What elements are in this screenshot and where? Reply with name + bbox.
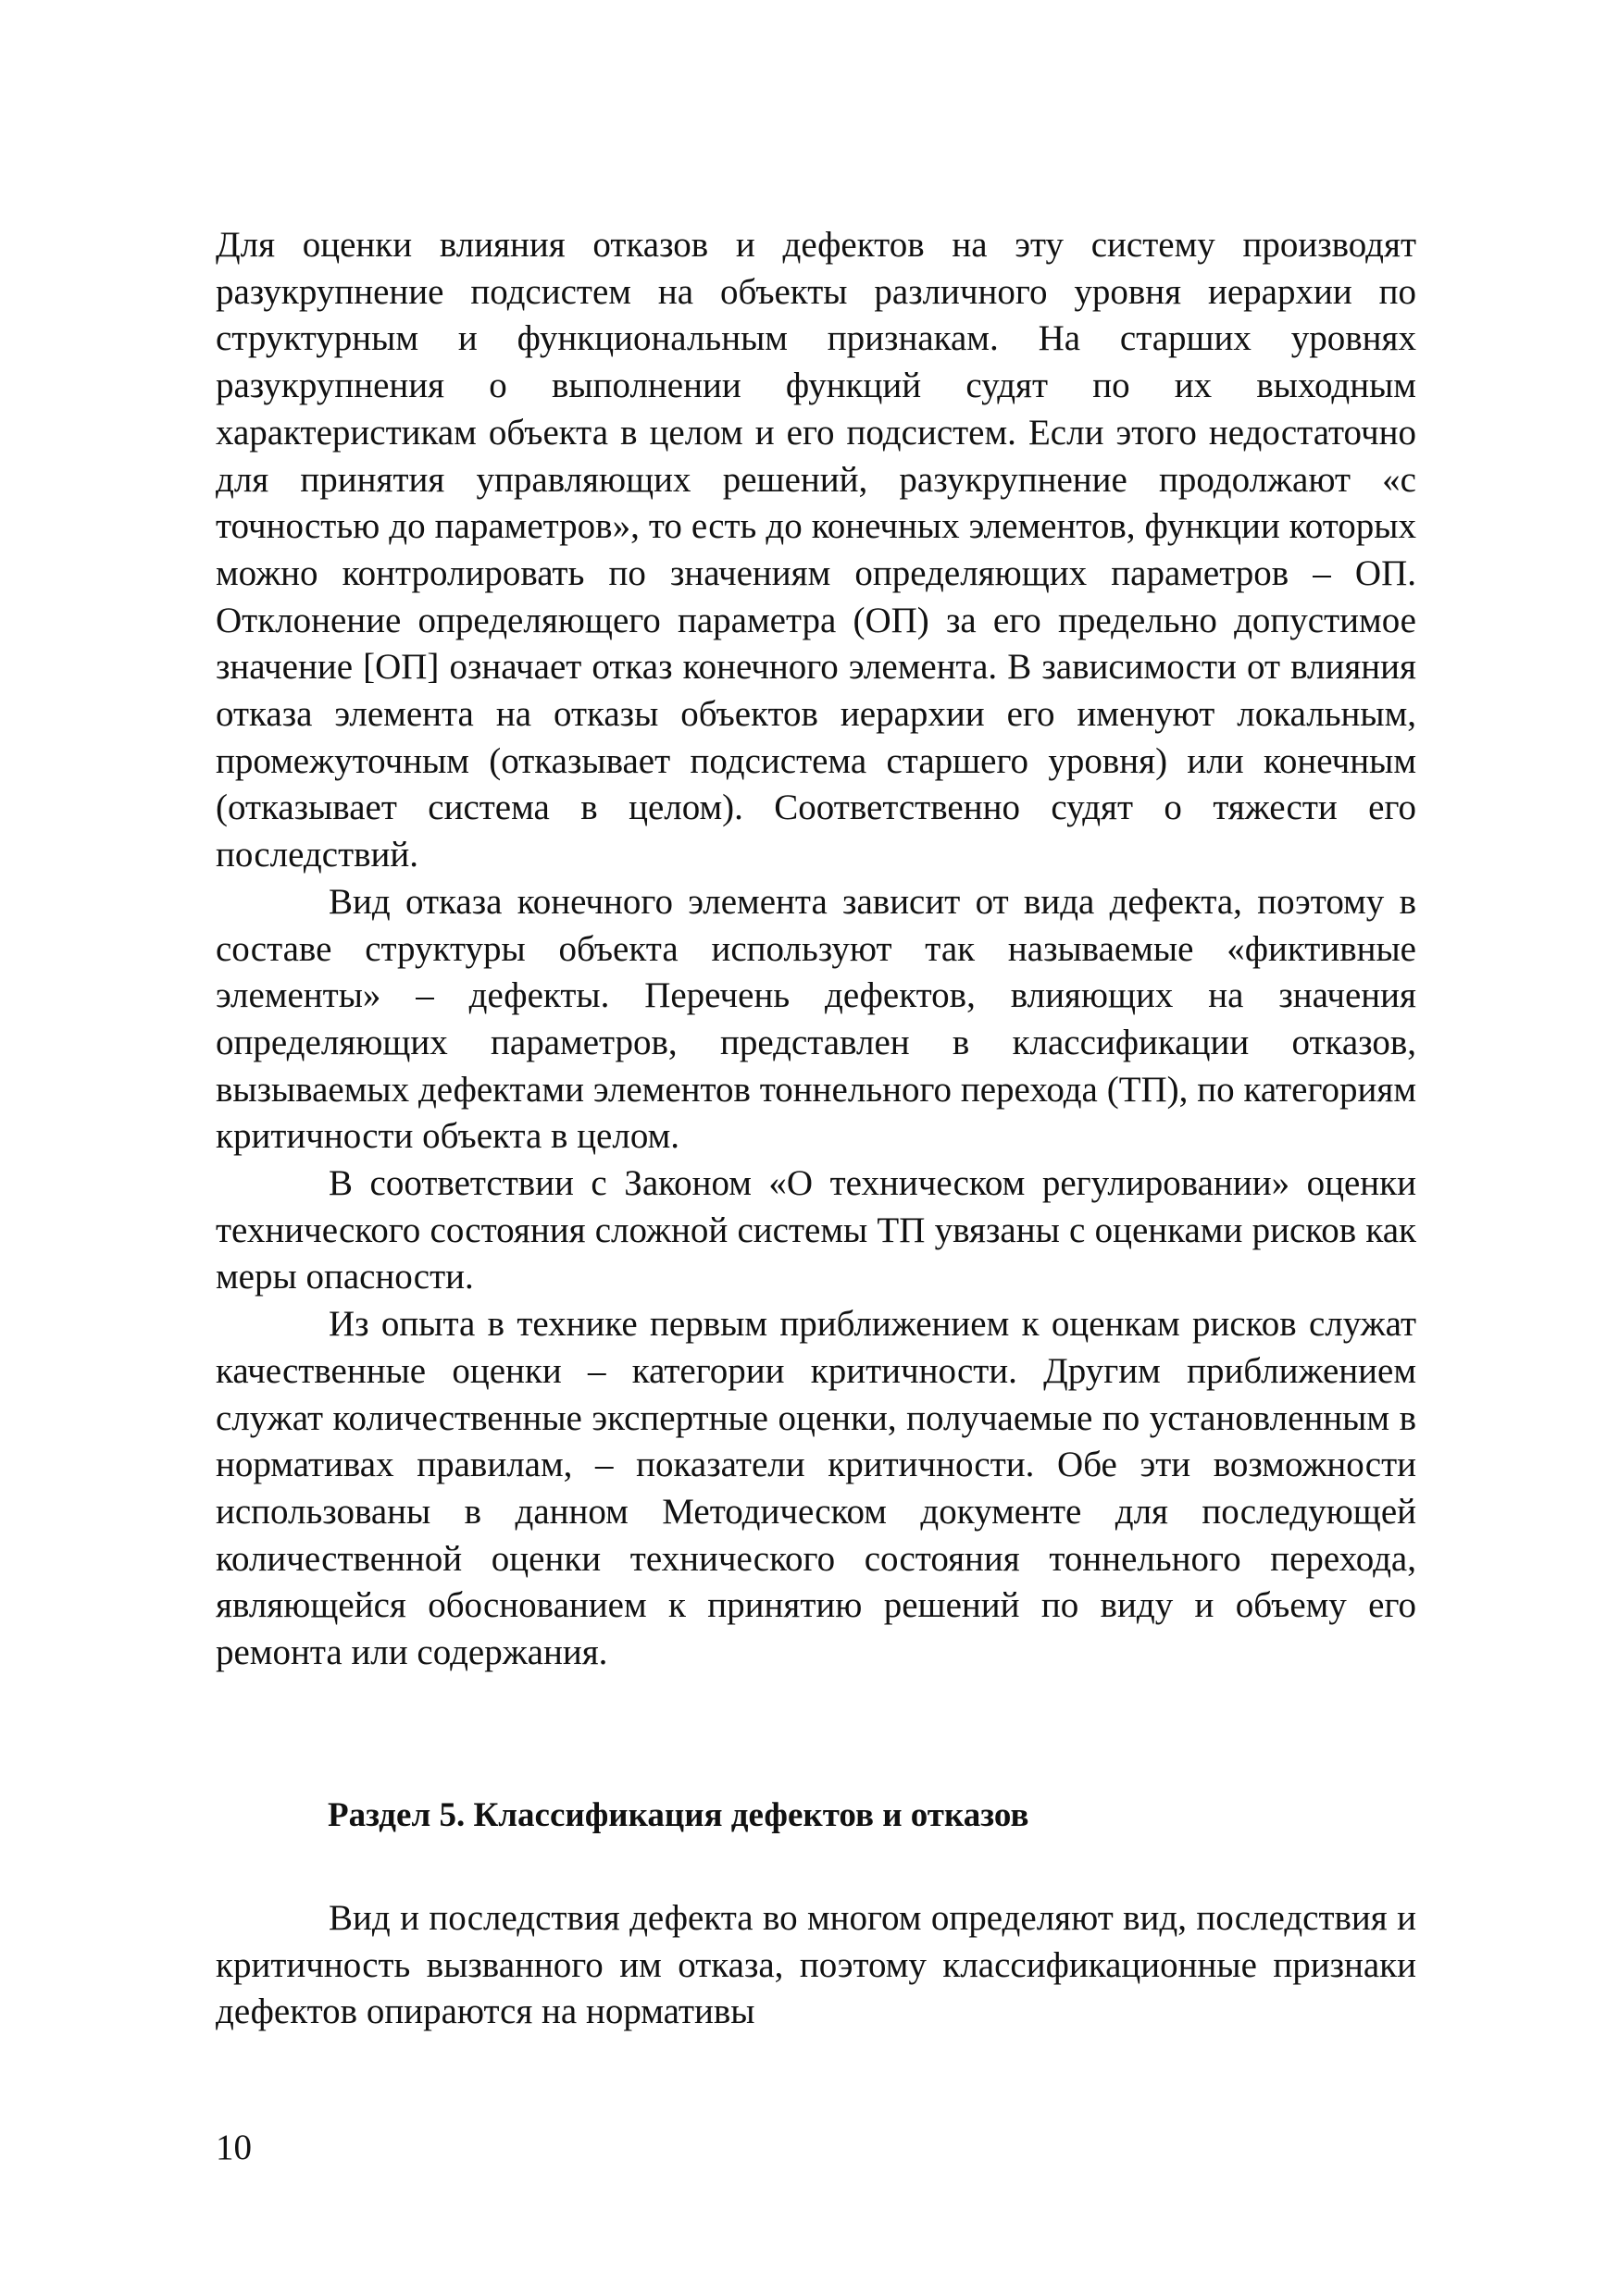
paragraph-failure-decomposition: Для оценки влияния отказов и дефектов на эту систему производят разукрупнение подсистем на объекты различного уровня иерархии по структурным и функциональным признакам. На старших уровнях разукрупнения о выполнении функций судят по их выходным характеристикам объекта в целом и его подсистем. Если этого недостаточно для принятия управляющих решений, разукрупнение продолжают «с точностью до параметров», то есть до конечных элементов, функции которых можно контролировать по значениям определяющих параметров – ОП. Отклонение определяющего параметра (ОП) за его предельно допустимое значение [ОП] означает отказ конечного элемента. В зависимости от влияния отказа элемента на отказы объектов иерархии его именуют локальным, промежуточным (отказывает подсистема старшего уровня) или конечным (отказывает система в целом). Соответственно судят о тяжести его последствий. <box>216 225 1416 875</box>
section-heading: Раздел 5. Классификация дефектов и отказов <box>328 1796 1029 1834</box>
paragraph-technical-regulation: В соответствии с Законом «О техническом регулировании» оценки технического состояния сложной системы ТП увязаны с оценками рисков как меры опасности. <box>216 1163 1416 1297</box>
paragraph-failure-types: Вид отказа конечного элемента зависит от вида дефекта, поэтому в составе структуры объекта используют так называемые «фиктивные элементы» – дефекты. Перечень дефектов, влияющих на значения определяющих параметров, представлен в классификации отказов, вызываемых дефектами элементов тоннельного перехода (ТП), по категориям критичности объекта в целом. <box>216 881 1416 1157</box>
paragraph-risk-assessment: Из опыта в технике первым приближением к оценкам рисков служат качественные оценки – категории критичности. Другим приближением служат количественные экспертные оценки, получаемые по установленным в нормативах правилам, – показатели критичности. Обе эти возможности использованы в данном Методическом документе для последующей количественной оценки технического состояния тоннельного перехода, являющейся обоснованием к принятию решений по виду и объему его ремонта или содержания. <box>216 1304 1416 1673</box>
section-body-text <box>216 1895 1416 2036</box>
body-text <box>216 222 1416 1677</box>
page-number: 10 <box>216 2128 252 2167</box>
paragraph-defect-classification: Вид и последствия дефекта во многом определяют вид, последствия и критичность вызванного им отказа, поэтому классификационные признаки дефектов опираются на нормативы <box>216 1898 1416 2032</box>
